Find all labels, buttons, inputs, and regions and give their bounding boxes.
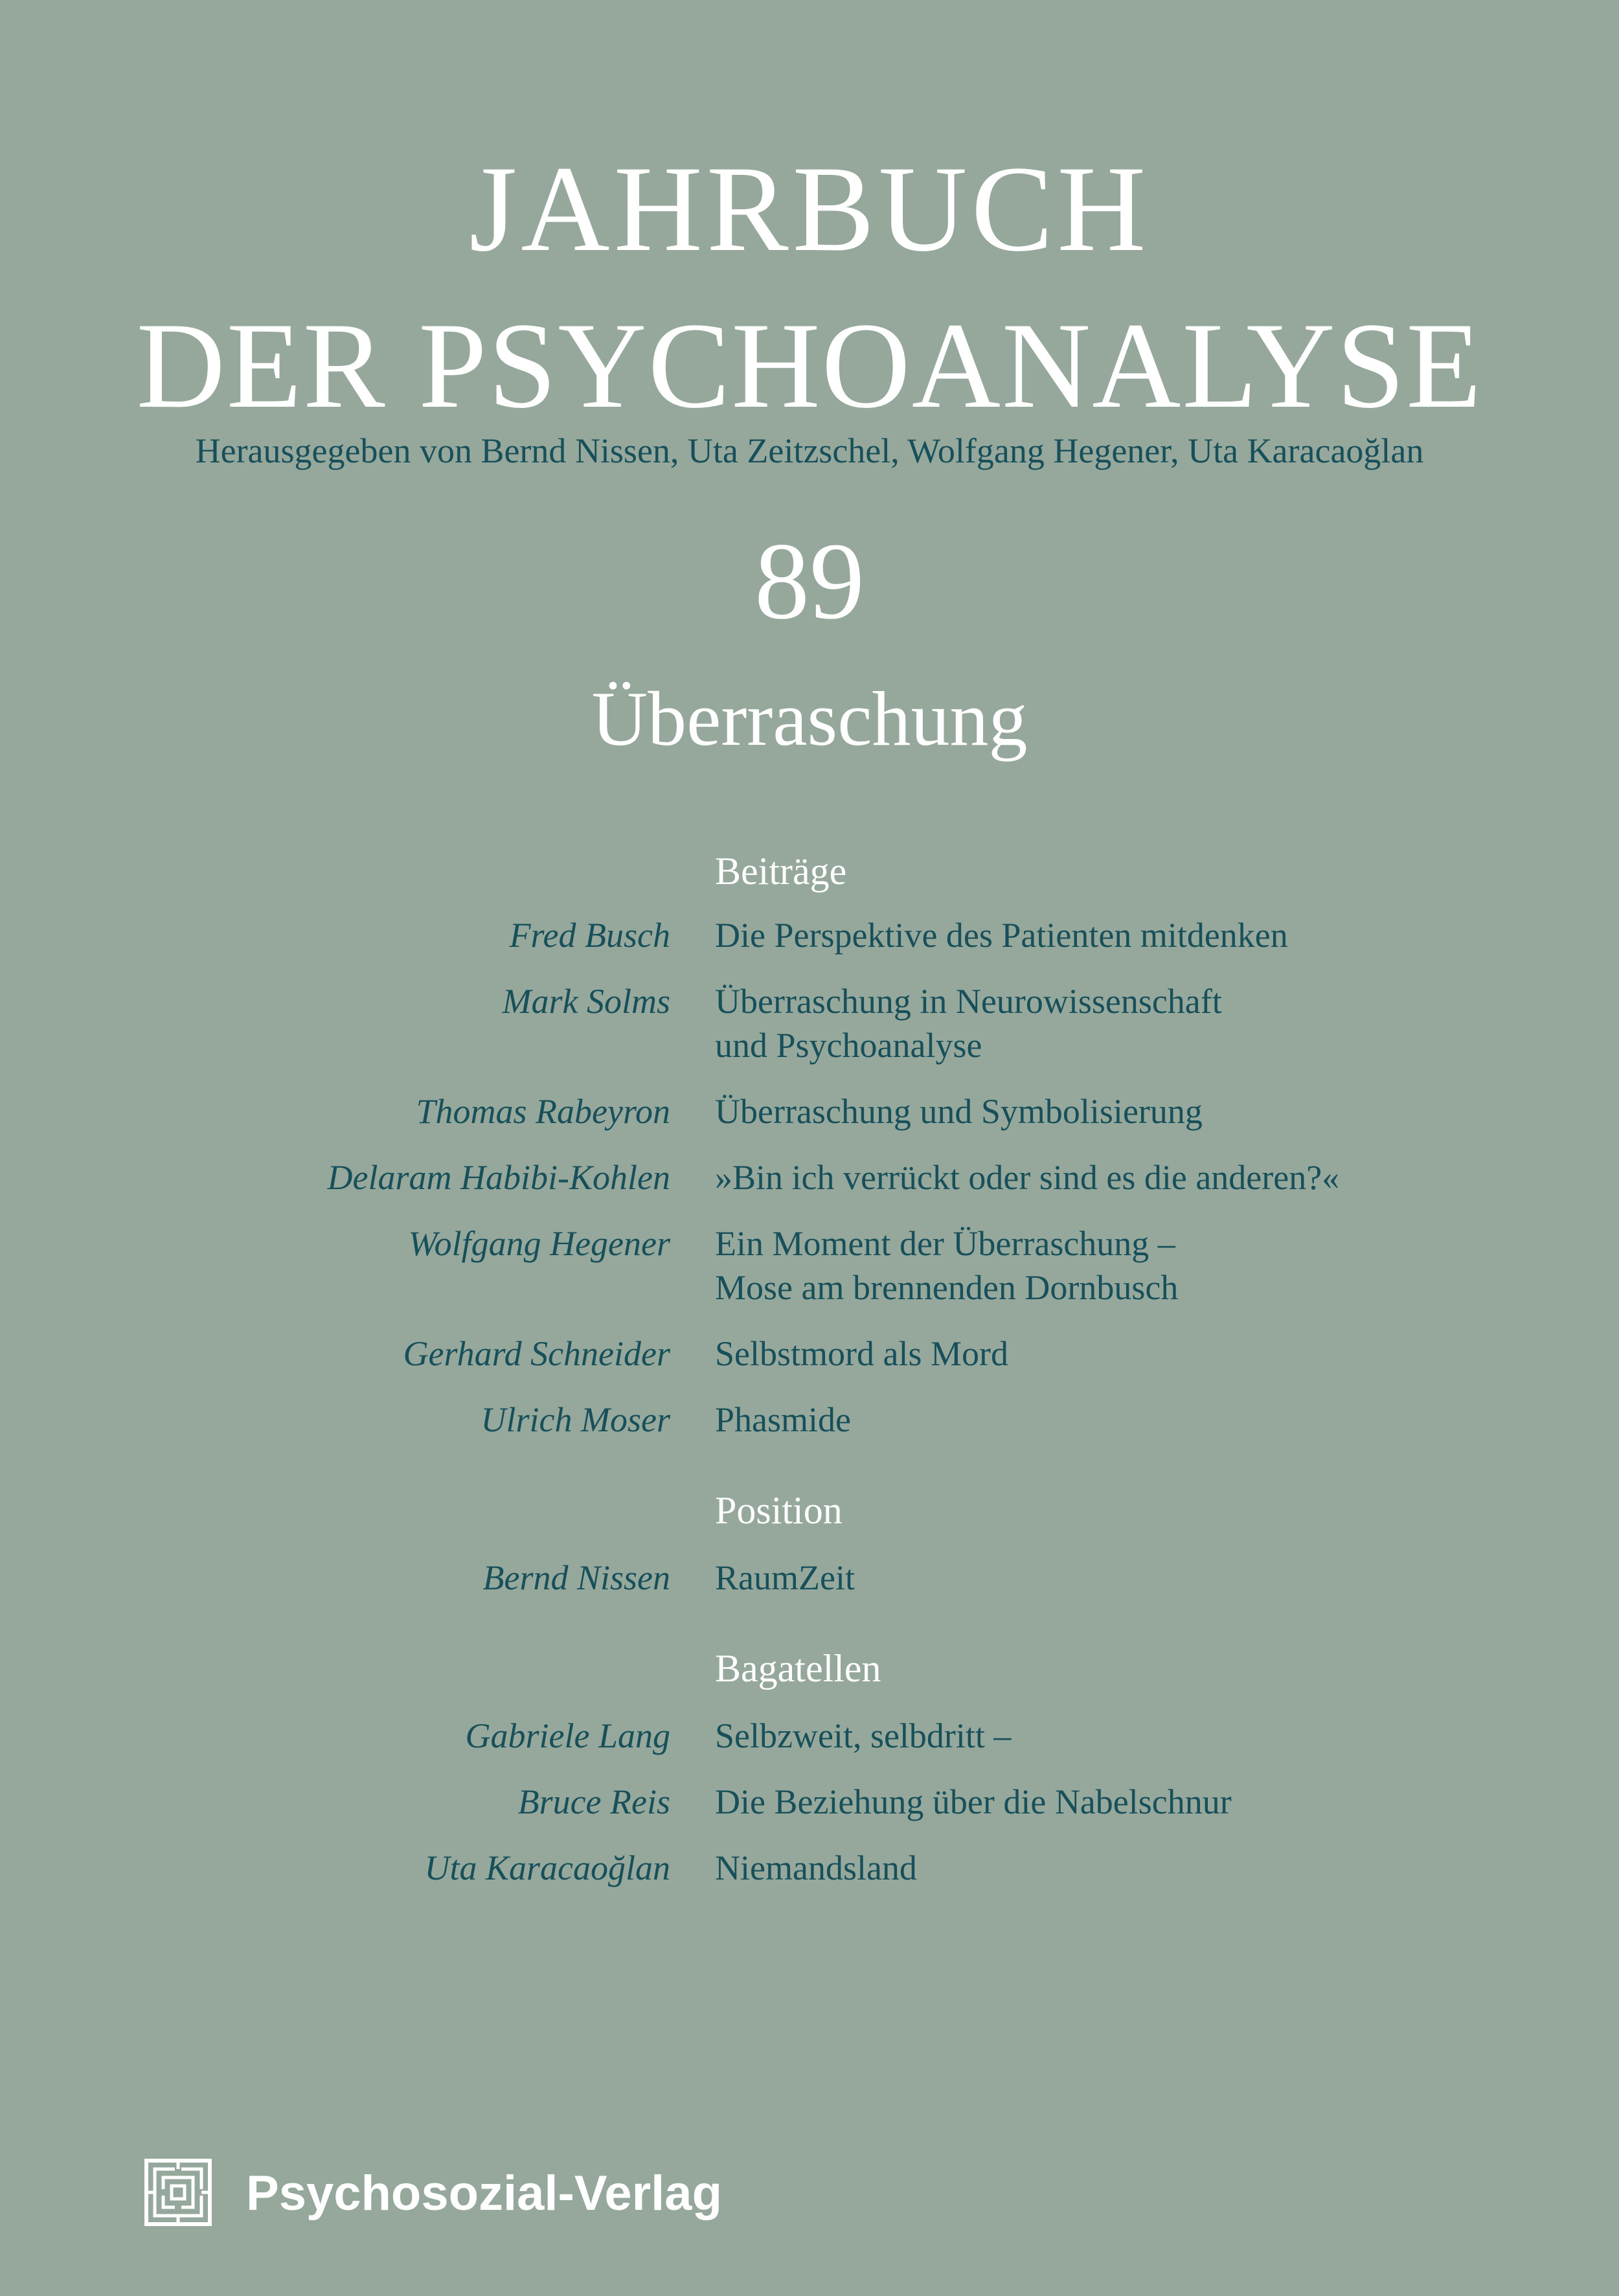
toc-author: Bruce Reis xyxy=(517,1782,670,1821)
toc-title: Ein Moment der Überraschung – xyxy=(715,1224,1175,1263)
toc-title: RaumZeit xyxy=(715,1558,855,1597)
toc-author: Fred Busch xyxy=(509,916,670,955)
toc-author: Delaram Habibi-Kohlen xyxy=(327,1158,670,1197)
section-heading-position: Position xyxy=(715,1489,843,1532)
toc-title-continued: Mose am brennenden Dornbusch xyxy=(715,1268,1179,1307)
section-heading-bagatellen: Bagatellen xyxy=(715,1647,881,1690)
toc-title: Selbzweit, selbdritt – xyxy=(715,1716,1012,1755)
toc-author: Bernd Nissen xyxy=(482,1558,670,1597)
journal-title-line-1: JAHRBUCH xyxy=(469,141,1150,277)
toc-title: Niemandsland xyxy=(715,1848,917,1887)
volume-number: 89 xyxy=(754,520,865,642)
toc-title-continued: und Psychoanalyse xyxy=(715,1026,982,1065)
toc-title: »Bin ich verrückt oder sind es die anderen?« xyxy=(715,1158,1340,1197)
toc-author: Ulrich Moser xyxy=(481,1400,670,1439)
toc-author: Gabriele Lang xyxy=(465,1716,670,1755)
toc-author: Thomas Rabeyron xyxy=(416,1092,670,1131)
publisher-name: Psychosozial-Verlag xyxy=(246,2166,722,2221)
toc-author: Gerhard Schneider xyxy=(403,1334,670,1373)
toc-title: Überraschung in Neurowissenschaft xyxy=(715,982,1222,1021)
issue-theme: Überraschung xyxy=(591,676,1028,762)
section-heading-beitraege: Beiträge xyxy=(715,850,847,892)
toc-title: Die Perspektive des Patienten mitdenken xyxy=(715,916,1288,955)
journal-title-line-2: DER PSYCHOANALYSE xyxy=(136,298,1483,434)
toc-title: Die Beziehung über die Nabelschnur xyxy=(715,1782,1232,1821)
toc-author: Mark Solms xyxy=(502,982,670,1021)
toc-title: Selbstmord als Mord xyxy=(715,1334,1008,1373)
labyrinth-icon xyxy=(144,2158,212,2227)
editors-line: Herausgegeben von Bernd Nissen, Uta Zeitzschel, Wolfgang Hegener, Uta Karacaoğlan xyxy=(195,431,1424,470)
toc-author: Wolfgang Hegener xyxy=(408,1224,670,1263)
toc-author: Uta Karacaoğlan xyxy=(424,1848,670,1887)
toc-title: Phasmide xyxy=(715,1400,851,1439)
toc-title: Überraschung und Symbolisierung xyxy=(715,1092,1203,1131)
